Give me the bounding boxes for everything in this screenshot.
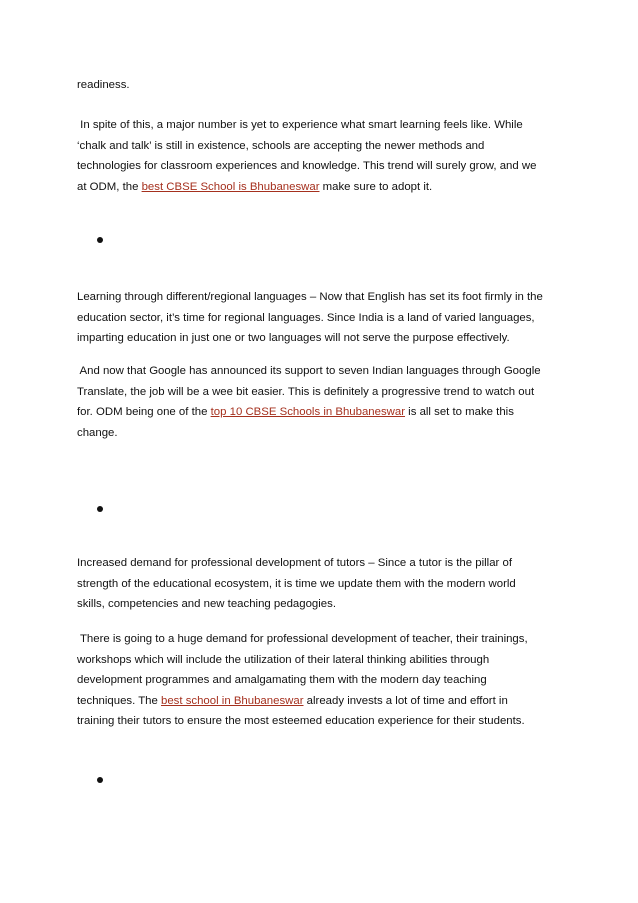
text-line: In spite of this, a major number is yet to experience what smart learning feels like. While bbox=[77, 119, 523, 131]
text-line: Increased demand for professional development of tutors – Since a tutor is the pillar of bbox=[77, 557, 512, 569]
paragraph-regional-languages bbox=[77, 287, 567, 349]
bullet-point bbox=[97, 506, 103, 512]
text-line: ‘chalk and talk’ is still in existence, schools are accepting the newer methods and bbox=[77, 139, 485, 152]
text-line-with-link bbox=[77, 691, 567, 712]
text-segment: make sure to adopt it. bbox=[319, 180, 433, 193]
paragraph-readiness bbox=[77, 75, 567, 96]
text-line: imparting education in just one or two languages will not serve the purpose effectively. bbox=[77, 332, 510, 345]
paragraph-tutor-development bbox=[77, 553, 567, 615]
paragraph-google-translate bbox=[77, 361, 567, 443]
bullet-point bbox=[97, 237, 103, 243]
paragraph-smart-learning bbox=[77, 115, 567, 197]
text-line: strength of the educational ecosystem, it is time we update them with the modern world bbox=[77, 577, 516, 590]
text-line: development programmes and amalgamating them with the modern day teaching bbox=[77, 674, 487, 687]
text-line: workshops which will include the utilization of their lateral thinking abilities through bbox=[77, 653, 490, 666]
text-line-with-link bbox=[77, 402, 567, 423]
text-line: There is going to a huge demand for professional development of teacher, their trainings, bbox=[77, 633, 528, 645]
text-line: Learning through different/regional languages – Now that English has set its foot firmly in the bbox=[77, 291, 543, 303]
best-cbse-school-link[interactable]: best CBSE School is Bhubaneswar bbox=[141, 180, 320, 193]
text-segment: at ODM, the bbox=[77, 180, 142, 193]
text-segment: is all set to make this bbox=[405, 406, 514, 419]
text-line: change. bbox=[77, 426, 118, 439]
text-line: technologies for classroom experiences and knowledge. This trend will surely grow, and we bbox=[77, 160, 537, 173]
best-school-link[interactable]: best school in Bhubaneswar bbox=[161, 694, 304, 707]
top-10-cbse-schools-link[interactable]: top 10 CBSE Schools in Bhubaneswar bbox=[210, 406, 406, 419]
text-line-with-link bbox=[77, 177, 567, 198]
text-line: Translate, the job will be a wee bit easier. This is definitely a progressive trend to watch out bbox=[77, 385, 535, 398]
text-segment: for. ODM being one of the bbox=[77, 406, 211, 419]
text-line: skills, competencies and new teaching pedagogies. bbox=[77, 598, 336, 611]
paragraph-teacher-training bbox=[77, 629, 567, 732]
text-line: training their tutors to ensure the most esteemed education experience for their students. bbox=[77, 715, 525, 728]
text-segment: already invests a lot of time and effort in bbox=[303, 694, 508, 707]
bullet-point bbox=[97, 777, 103, 783]
text-line: education sector, it’s time for regional languages. Since India is a land of varied languages, bbox=[77, 311, 535, 324]
text-line: And now that Google has announced its support to seven Indian languages through Google bbox=[77, 365, 541, 377]
text-line: readiness. bbox=[77, 79, 130, 91]
text-segment: techniques. The bbox=[77, 694, 162, 707]
